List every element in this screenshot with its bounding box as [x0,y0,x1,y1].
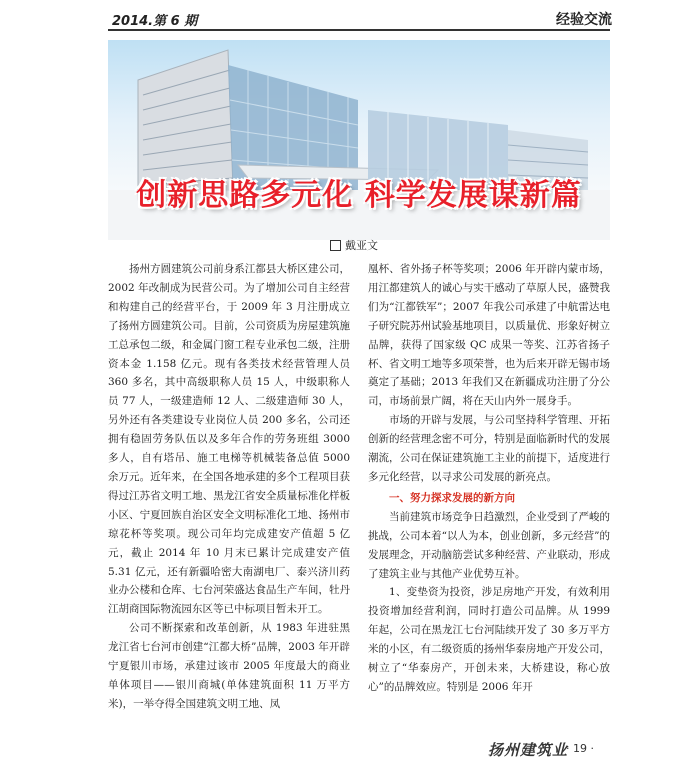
article-title: 创新思路多元化 科学发展谋新篇 [136,178,582,213]
paragraph: 1、变垫资为投资，涉足房地产开发，有效利用投资增加经营利润，同时打造公司品牌。从 1999 年起，公司在黑龙江七台河陆续开发了 30 多万平方米的小区，有二级资质的扬州华泰房地产开发公司，树立了“华泰房产，开创未来，大桥建设，称心放心”的品牌效应。特别是 2006 年开 [368,586,610,693]
paragraph: 当前建筑市场竞争日趋激烈，企业受到了严峻的挑战，公司本着“以人为本，创业创新，多元经营”的发展理念，开动脑筋尝试多种经营、产业联动，形成了建筑主业与其他产业优势互补。 [368,510,610,580]
author-name: 戴亚文 [345,239,378,252]
left-column [108,260,350,714]
author-byline [330,237,378,253]
issue-label: 2014.第 6 期 [112,14,198,29]
hero-banner [108,40,610,240]
paragraph: 市场的开辟与发展，与公司坚持科学管理、开拓创新的经营理念密不可分，特别是面临新时代的发展潮流，公司在保证建筑施工主业的前提下，适度进行多元化经营，以寻求公司发展的新亮点。 [368,414,610,483]
paragraph: 扬州方圆建筑公司前身系江都县大桥区建公司，2002 年改制成为民营公司。为了增加公司自主经营和构建自己的经营平台，于 2009 年 3 月注册成立了扬州方圆建筑公司。目前，公司资质为房屋建筑施工总承包二级，和金属门窗工程专业承包二级，注册资本金 1.158 亿元。现有各类技术经营管理人员 360 多名，其中高级职称人员 15 人，中级职称人员 77 人，一级建造师 12 人、二级建造师 30 人，另外还有各类建设专业岗位人员 200 多名，公司还拥有稳固劳务队伍以及多年合作的劳务班组 3000 多人，自有塔吊、施工电梯等机械装备总值 5000 余万元。近年来，在全国各地承建的多个工程项目获得过江苏省文明工地、黑龙江省安全质量标准化样板小区、宁夏回族自治区安全文明标准化工地、扬州市琼花杯等奖项。现公司年均完成建安产值超 5 亿元，截止 2014 年 10 月末已累计完成建安产值 5.31 亿元，还有新疆哈密大南湖电厂、泰兴济川药业办公楼和仓库、七台河荣盛达食品生产车间，牡丹江胡商国际物流园东区等已中标项目暂未开工。 [108,263,350,616]
section-label: 经验交流 [556,12,612,28]
paragraph: 凰杯、省外扬子杯等奖项；2006 年开辟内蒙市场，用江都建筑人的诚心与实干感动了草原人民，盛赞我们为“江都铁军”；2007 年我公司承建了中航雷达电子研究院苏州试验基地项目，以质量优、形象好树立品牌，获得了国家级 QC 成果一等奖、江苏省扬子杯、省文明工地等多项荣誉，也为后来开辟无锡市场奠定了基础；2013 年我们又在新疆成功注册了分公司，市场前景广阔，将在天山内外一展身手。 [368,263,610,408]
right-column [368,260,610,697]
footer-logo: 扬州建筑业 [488,741,569,759]
header-rule [108,29,610,31]
page-number: · 19 · [566,742,594,755]
author-box-icon [330,240,341,251]
section-heading: 一、努力探求发展的新方向 [389,491,515,504]
paragraph: 公司不断探索和改革创新，从 1983 年进驻黑龙江省七台河市创建“江都大桥”品牌，2003 年开辟宁夏银川市场，承建过该市 2005 年度最大的商业单体项目——银川商城(单体建筑面积 11 万平方米)，一举夺得全国建筑文明工地、凤 [108,622,350,710]
